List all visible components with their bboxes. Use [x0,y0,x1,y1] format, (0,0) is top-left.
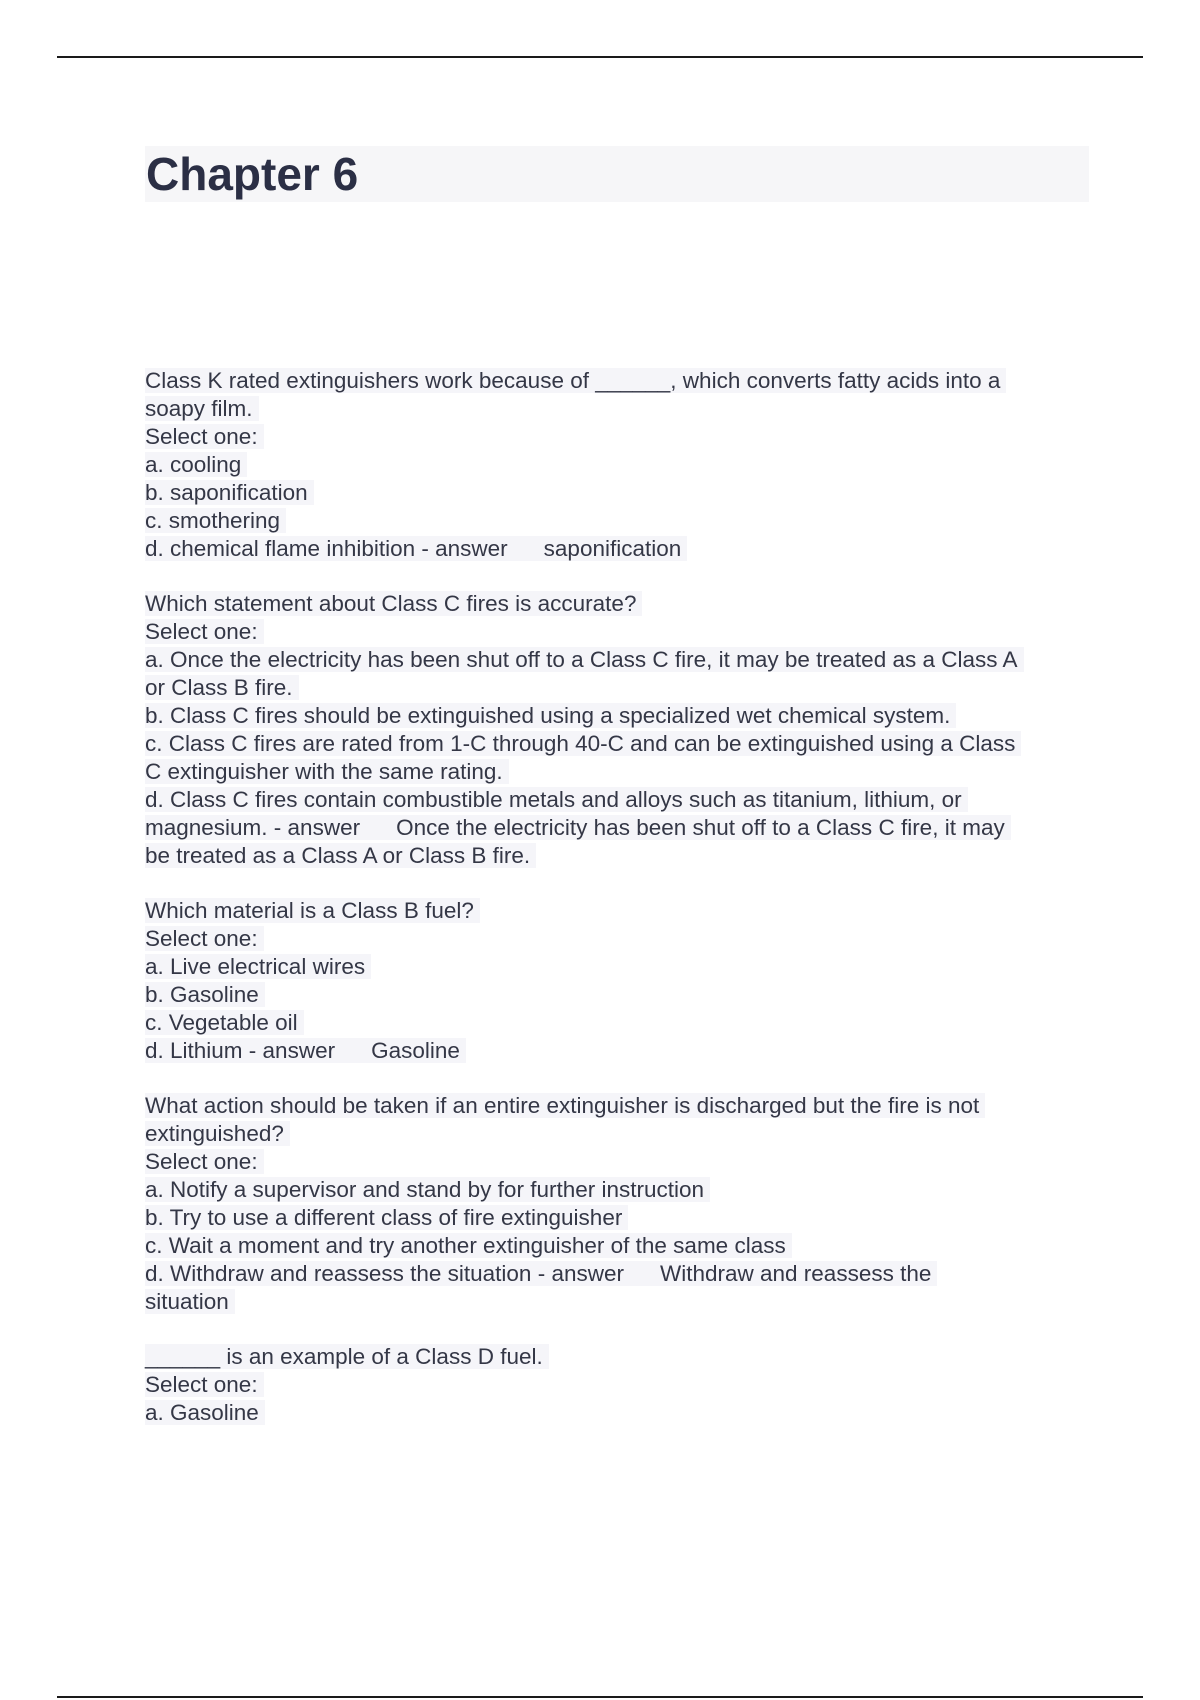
option-c: c. Vegetable oil [145,1009,1105,1037]
option-b: b. Class C fires should be extinguished using a specialized wet chemical system. [145,702,1105,730]
option-a: a. Notify a supervisor and stand by for further instruction [145,1176,1105,1204]
question-line: ______ is an example of a Class D fuel. [145,1343,1105,1371]
option-c: c. Class C fires are rated from 1-C through 40-C and can be extinguished using a Class [145,730,1105,758]
option-c: c. Wait a moment and try another extinguisher of the same class [145,1232,1105,1260]
question-line: Which statement about Class C fires is accurate? [145,590,1105,618]
question-line: Class K rated extinguishers work because of ______, which converts fatty acids into a [145,367,1105,395]
option-b: b. Try to use a different class of fire extinguisher [145,1204,1105,1232]
select-one-label: Select one: [145,423,1105,451]
option-b: b. Gasoline [145,981,1105,1009]
answer-text: saponification [543,536,682,561]
answer-text: Withdraw and reassess the [659,1261,932,1286]
page-title: Chapter 6 [146,148,359,200]
option-d-with-answer [145,1260,1105,1288]
option-a: a. Once the electricity has been shut off to a Class C fire, it may be treated as a Class A [145,646,1105,674]
select-one-label: Select one: [145,618,1105,646]
question-5 [145,1343,1105,1427]
answer-cont: situation [145,1288,1105,1316]
question-line: Which material is a Class B fuel? [145,897,1105,925]
question-list [145,367,1105,1454]
option-c-cont: C extinguisher with the same rating. [145,758,1105,786]
bottom-rule [57,1696,1143,1698]
question-3 [145,897,1105,1065]
answer-text: Gasoline [371,1038,460,1063]
question-1 [145,367,1105,563]
option-d-with-answer [145,535,1105,563]
question-line: extinguished? [145,1120,1105,1148]
option-b: b. saponification [145,479,1105,507]
answer-cont: be treated as a Class A or Class B fire. [145,842,1105,870]
top-rule [57,56,1143,58]
option-d: d. Class C fires contain combustible metals and alloys such as titanium, lithium, or [145,786,1105,814]
option-d-cont: magnesium. - answer [145,815,361,840]
option-d-with-answer [145,814,1105,842]
option-a-cont: or Class B fire. [145,674,1105,702]
question-line: What action should be taken if an entire extinguisher is discharged but the fire is not [145,1092,1105,1120]
option-d: d. chemical flame inhibition - answer [145,536,508,561]
question-line: soapy film. [145,395,1105,423]
select-one-label: Select one: [145,925,1105,953]
option-d: d. Lithium - answer [145,1038,336,1063]
option-a: a. cooling [145,451,1105,479]
option-d-with-answer [145,1037,1105,1065]
option-c: c. smothering [145,507,1105,535]
option-d: d. Withdraw and reassess the situation - answer [145,1261,624,1286]
select-one-label: Select one: [145,1371,1105,1399]
question-4 [145,1092,1105,1316]
option-a: a. Gasoline [145,1399,1105,1427]
question-2 [145,590,1105,870]
answer-text: Once the electricity has been shut off to a Class C fire, it may [396,815,1005,840]
option-a: a. Live electrical wires [145,953,1105,981]
select-one-label: Select one: [145,1148,1105,1176]
